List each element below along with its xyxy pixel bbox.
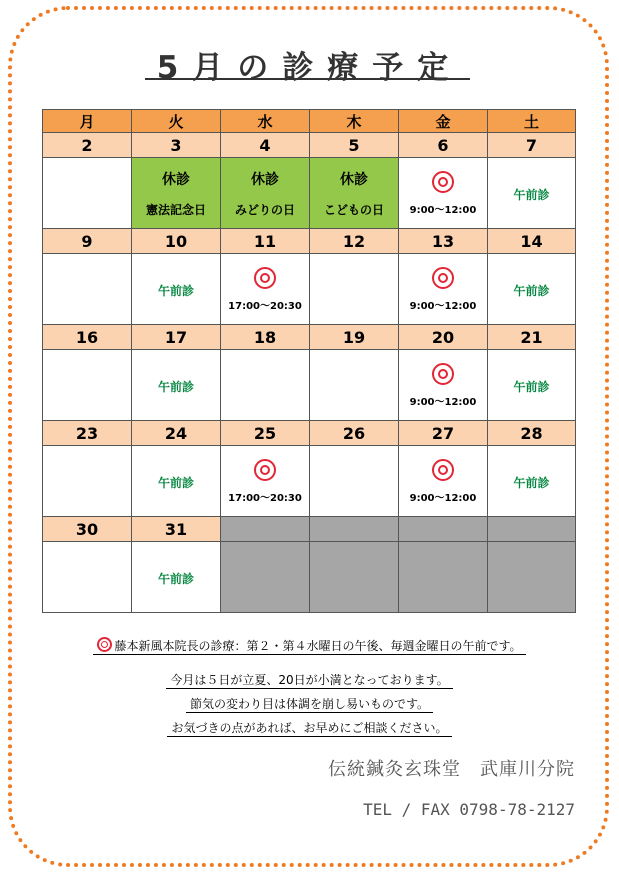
calendar-table [42, 109, 576, 613]
date-cell: 12 [310, 229, 399, 254]
am-label: 午前診 [513, 283, 550, 298]
hours-text: 9:00～12:00 [409, 492, 477, 504]
double-circle-icon [254, 459, 276, 481]
health-note [0, 695, 619, 712]
am-label: 午前診 [157, 475, 194, 490]
date-cell: 27 [399, 421, 488, 446]
date-cell: 30 [43, 517, 132, 542]
date-cell: 21 [488, 325, 576, 350]
am-label: 午前診 [513, 379, 550, 394]
date-cell: 26 [310, 421, 399, 446]
empty-cell [221, 542, 310, 613]
hours-text: 9:00～12:00 [409, 300, 477, 312]
telephone: TEL / FAX 0798-78-2127 [363, 800, 575, 819]
date-row [43, 133, 576, 158]
date-cell: 10 [132, 229, 221, 254]
schedule-cell [221, 446, 310, 517]
double-circle-icon [254, 267, 276, 289]
schedule-row [43, 158, 576, 229]
am-label: 午前診 [513, 187, 550, 202]
weekday-tue: 火 [132, 110, 221, 133]
weekday-sat: 土 [488, 110, 576, 133]
schedule-cell [132, 446, 221, 517]
date-cell: 31 [132, 517, 221, 542]
date-row [43, 229, 576, 254]
schedule-cell [488, 350, 576, 421]
holiday-cell [310, 158, 399, 229]
schedule-cell [399, 158, 488, 229]
holiday-name: みどりの日 [234, 202, 295, 217]
schedule-cell [43, 446, 132, 517]
double-circle-icon [432, 171, 454, 193]
am-label: 午前診 [513, 475, 550, 490]
date-cell: 18 [221, 325, 310, 350]
date-cell: 4 [221, 133, 310, 158]
schedule-cell [399, 254, 488, 325]
date-cell: 9 [43, 229, 132, 254]
season-note [0, 671, 619, 688]
schedule-cell [221, 254, 310, 325]
date-cell: 24 [132, 421, 221, 446]
am-label: 午前診 [157, 379, 194, 394]
contact-note [0, 719, 619, 736]
date-cell: 14 [488, 229, 576, 254]
schedule-cell [488, 254, 576, 325]
double-circle-icon [432, 267, 454, 289]
schedule-row [43, 446, 576, 517]
date-cell: 13 [399, 229, 488, 254]
am-label: 午前診 [157, 283, 194, 298]
weekday-fri: 金 [399, 110, 488, 133]
schedule-cell [399, 350, 488, 421]
schedule-cell [132, 254, 221, 325]
date-cell: 19 [310, 325, 399, 350]
schedule-cell [132, 542, 221, 613]
empty-cell [399, 517, 488, 542]
schedule-cell [310, 254, 399, 325]
holiday-cell [132, 158, 221, 229]
empty-cell [310, 542, 399, 613]
empty-cell [221, 517, 310, 542]
date-cell: 11 [221, 229, 310, 254]
weekday-wed: 水 [221, 110, 310, 133]
date-row [43, 517, 576, 542]
empty-cell [488, 542, 576, 613]
schedule-cell [310, 350, 399, 421]
weekday-header-row [43, 110, 576, 133]
date-row [43, 325, 576, 350]
schedule-row [43, 542, 576, 613]
double-circle-icon [432, 459, 454, 481]
schedule-cell [221, 350, 310, 421]
double-circle-icon [432, 363, 454, 385]
holiday-name: 憲法記念日 [145, 202, 206, 217]
weekday-thu: 木 [310, 110, 399, 133]
double-circle-icon [97, 637, 112, 652]
holiday-cell [221, 158, 310, 229]
holiday-label: 休診 [162, 171, 190, 188]
date-cell: 7 [488, 133, 576, 158]
schedule-cell [488, 158, 576, 229]
schedule-cell [43, 158, 132, 229]
schedule-cell [488, 446, 576, 517]
schedule-cell [310, 446, 399, 517]
schedule-cell [399, 446, 488, 517]
contact-note-text: お気づきの点があれば、お早めにご相談ください。 [167, 721, 451, 737]
season-note-text: 今月は５日が立夏、20日が小満となっております。 [166, 673, 452, 689]
schedule-cell [132, 350, 221, 421]
page-title: 5月の診療予定 [156, 50, 463, 86]
date-cell: 5 [310, 133, 399, 158]
date-cell: 23 [43, 421, 132, 446]
date-cell: 2 [43, 133, 132, 158]
hours-text: 9:00～12:00 [409, 396, 477, 408]
health-note-text: 節気の変わり目は体調を崩し易いものです。 [186, 697, 433, 713]
empty-cell [399, 542, 488, 613]
date-cell: 20 [399, 325, 488, 350]
weekday-mon: 月 [43, 110, 132, 133]
date-cell: 17 [132, 325, 221, 350]
hours-text: 9:00～12:00 [409, 204, 477, 216]
holiday-label: 休診 [340, 171, 368, 188]
holiday-name: こどもの日 [323, 202, 384, 217]
date-cell: 16 [43, 325, 132, 350]
clinic-name: 伝統鍼灸玄珠堂 武庫川分院 [328, 759, 575, 780]
schedule-row [43, 350, 576, 421]
date-cell: 3 [132, 133, 221, 158]
date-cell: 6 [399, 133, 488, 158]
holiday-label: 休診 [251, 171, 279, 188]
schedule-cell [43, 350, 132, 421]
schedule-cell [43, 254, 132, 325]
date-cell: 28 [488, 421, 576, 446]
empty-cell [310, 517, 399, 542]
hours-text: 17:00～20:30 [228, 492, 302, 504]
date-cell: 25 [221, 421, 310, 446]
doctor-note-text: 藤本新風本院長の診療：第２・第４水曜日の午後、毎週金曜日の午前です。 [114, 639, 522, 653]
title-underline [145, 78, 470, 80]
am-label: 午前診 [157, 571, 194, 586]
schedule-cell [43, 542, 132, 613]
hours-text: 17:00～20:30 [228, 300, 302, 312]
date-row [43, 421, 576, 446]
doctor-note [0, 637, 619, 654]
empty-cell [488, 517, 576, 542]
schedule-row [43, 254, 576, 325]
